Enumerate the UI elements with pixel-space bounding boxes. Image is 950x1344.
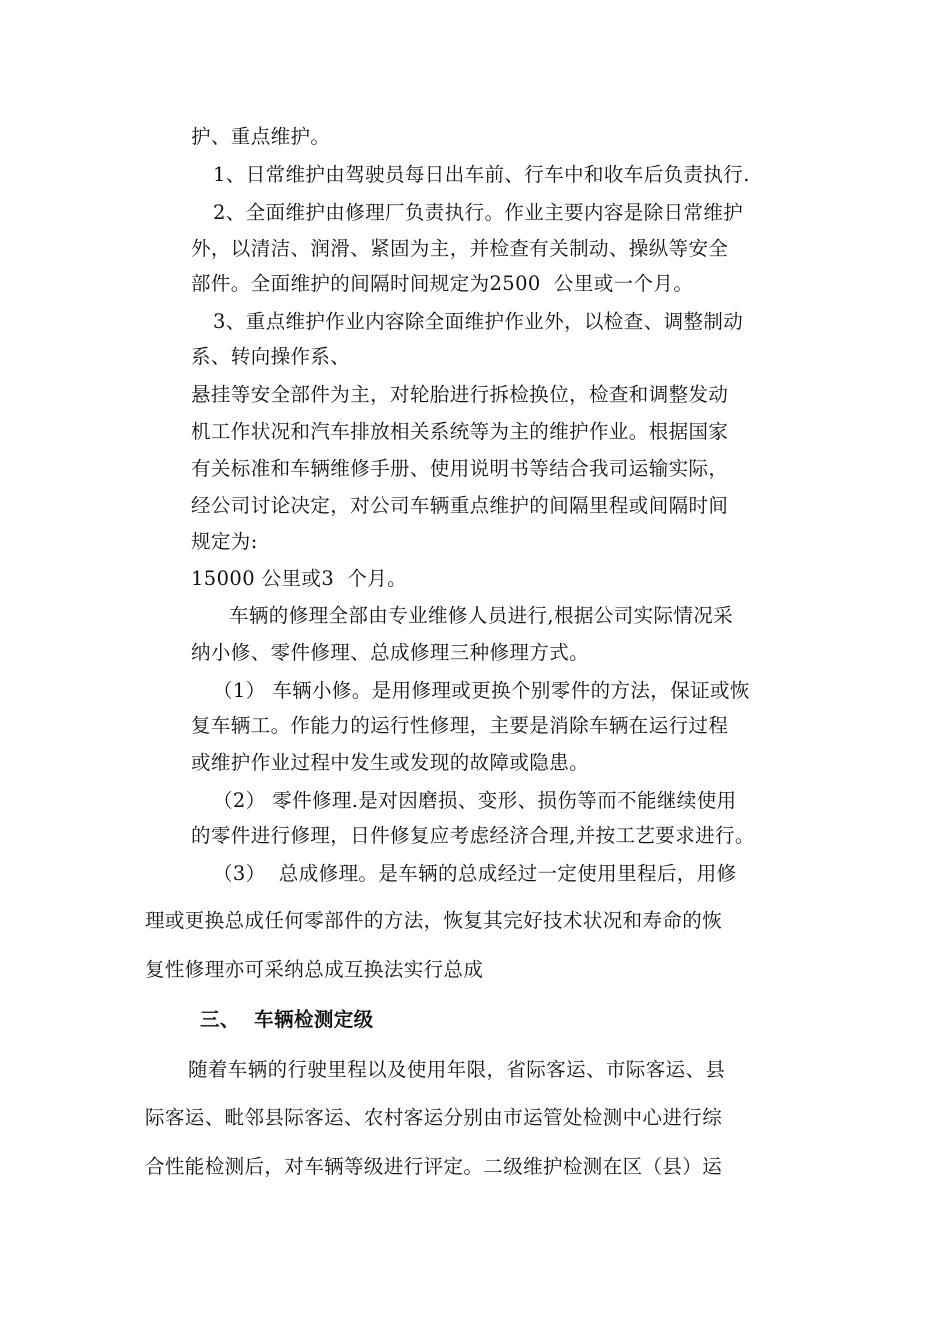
- text-line: （1） 车辆小修。是用修理或更换个别零件的方法，保证或恢: [213, 679, 750, 702]
- section-heading: 三、 车辆检测定级: [200, 1008, 374, 1031]
- text-line: 悬挂等安全部件为主，对轮胎进行拆检换位，检查和调整发动: [191, 383, 729, 406]
- text-line: 复车辆工。作能力的运行性修理，主要是消除车辆在运行过程: [191, 714, 729, 737]
- text-line: 随着车辆的行驶里程以及使用年限，省际客运、市际客运、县: [188, 1058, 726, 1081]
- text-line: 机工作状况和汽车排放相关系统等为主的维护作业。根据国家: [191, 420, 729, 443]
- text-line: 有关标准和车辆维修手册、使用说明书等结合我司运输实际，: [191, 457, 729, 480]
- text-line: 规定为:: [191, 530, 258, 553]
- text-line: （3） 总成修理。是车辆的总成经过一定使用里程后，用修: [213, 862, 737, 885]
- text-line: 或维护作业过程中发生或发现的故障或隐患。: [191, 751, 590, 774]
- text-line: 外，以清洁、润滑、紧固为主，并检查有关制动、操纵等安全: [191, 237, 729, 260]
- text-line: 1、日常维护由驾驶员每日出车前、行车中和收车后负责执行.: [213, 163, 750, 186]
- text-line: （2） 零件修理.是对因磨损、变形、损伤等而不能继续使用: [213, 789, 737, 812]
- text-line: 理或更换总成任何零部件的方法，恢复其完好技术状况和寿命的恢: [145, 909, 723, 932]
- text-line: 的零件进行修理，日件修复应考虑经济合理,并按工艺要求进行。: [191, 824, 755, 847]
- text-line: 合性能检测后，对车辆等级进行评定。二级维护检测在区（县）运: [145, 1155, 723, 1178]
- text-line: 复性修理亦可采纳总成互换法实行总成: [145, 958, 484, 981]
- text-line: 纳小修、零件修理、总成修理三种修理方式。: [191, 641, 590, 664]
- text-line: 车辆的修理全部由专业维修人员进行,根据公司实际情况采: [229, 604, 734, 627]
- text-line: 系、转向操作系、: [191, 345, 351, 368]
- text-line: 部件。全面维护的间隔时间规定为2500 公里或一个月。: [191, 272, 694, 295]
- text-line: 护、重点维护。: [191, 125, 331, 148]
- text-line: 2、全面维护由修理厂负责执行。作业主要内容是除日常维护: [213, 201, 744, 224]
- text-line: 15000 公里或3 个月。: [191, 567, 408, 590]
- text-line: 际客运、毗邻县际客运、农村客运分别由市运管处检测中心进行综: [145, 1106, 723, 1129]
- text-line: 经公司讨论决定，对公司车辆重点维护的间隔里程或间隔时间: [191, 494, 729, 517]
- text-line: 3、重点维护作业内容除全面维护作业外，以检查、调整制动: [213, 310, 744, 333]
